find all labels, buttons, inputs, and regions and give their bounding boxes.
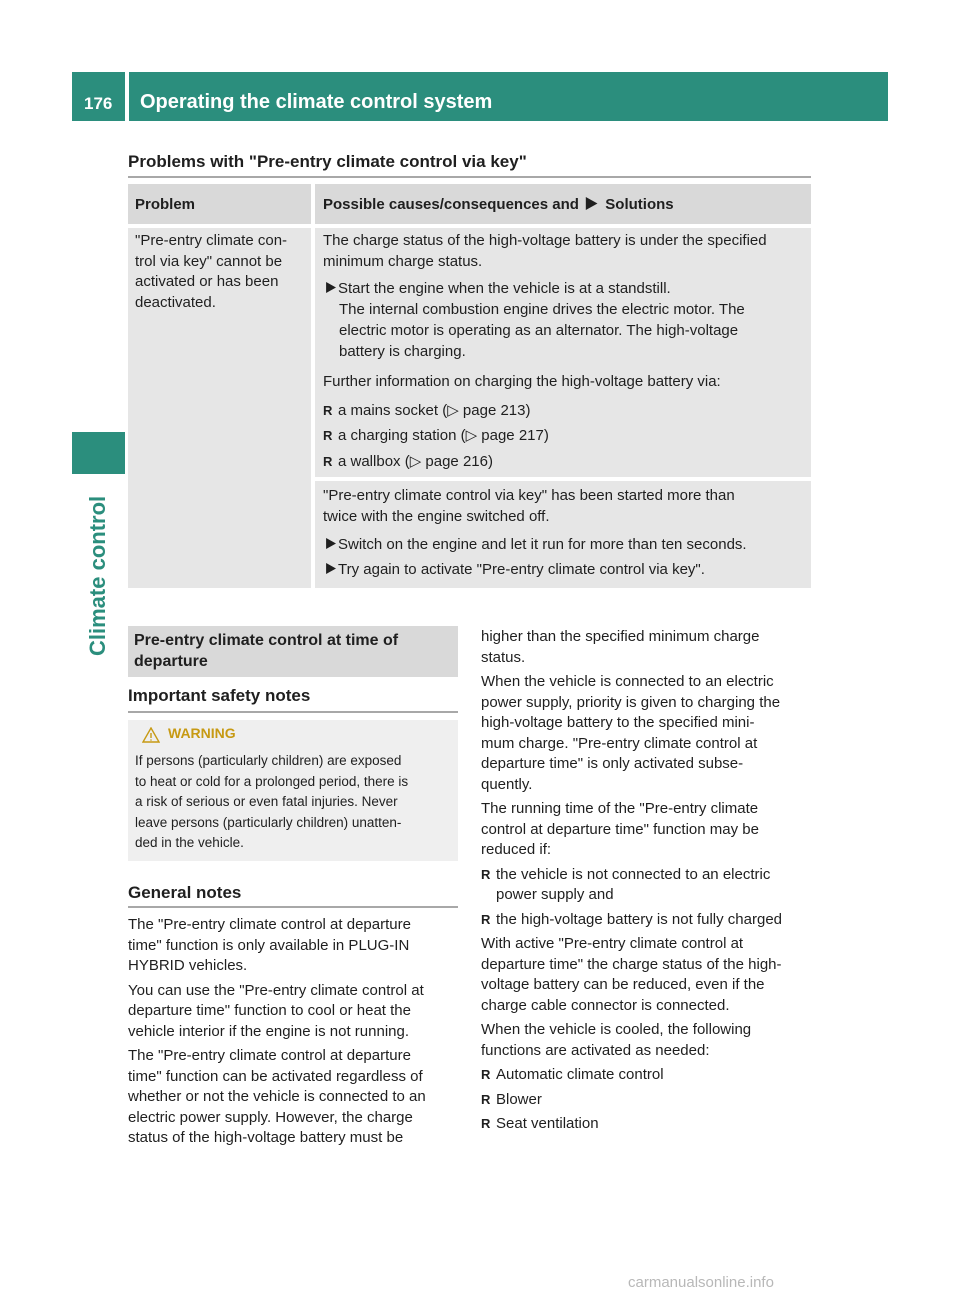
solution-step: Switch on the engine and let it run for more than ten seconds. [323, 535, 747, 556]
page-reference-icon: ▷ [465, 427, 482, 444]
solution-text: electric motor is operating as an alternator. The high-voltage [339, 322, 739, 339]
list-item: R a wallbox (▷ page 216) [323, 452, 493, 473]
solution-text: twice with the engine switched off. [323, 508, 550, 525]
bullet-icon: R [481, 1116, 491, 1131]
solution-text: Further information on charging the high-voltage battery via: [323, 373, 721, 390]
general-notes-title: General notes [128, 883, 242, 902]
watermark: carmanualsonline.info [628, 1274, 774, 1291]
bullet-icon: R [481, 1091, 491, 1107]
solution-text: minimum charge status. [323, 253, 483, 270]
list-item: R Blower [481, 1090, 782, 1111]
general-notes-text: The "Pre-entry climate control at departure time" function is only available in PLUG-IN HYBRID vehicles. You can use the "Pre-entry climate control at departure time" function to cool or heat the vehicle interior if the engine is not running. The "Pre-entry climate control at departure time" function can be activated regardless of whether or not the vehicle is connected to an electric power supply. However, the charge status of the high-voltage battery must be [128, 916, 426, 1146]
list-item: R the high-voltage battery is not fully charged [481, 910, 782, 931]
list-item: R the vehicle is not connected to an electric [481, 865, 782, 886]
problem-description: "Pre-entry climate con- trol via key" cannot be activated or has been deactivated. [135, 232, 288, 311]
right-arrow-icon [323, 282, 338, 293]
warning-text: If persons (particularly children) are exposed to heat or cold for a prolonged period, there is a risk of serious or even fatal injuries. Never leave persons (particularly children) unatten- ded in the vehicle. [135, 753, 409, 850]
right-arrow-icon [323, 538, 338, 549]
sidebar-label: Climate control [85, 495, 110, 656]
section-divider [128, 176, 811, 178]
list-item: R a charging station (▷ page 217) [323, 426, 549, 447]
list-item: R Automatic climate control [481, 1065, 782, 1086]
solution-step: Start the engine when the vehicle is at a standstill. [323, 279, 671, 300]
warning-triangle-icon [142, 727, 160, 743]
safety-notes-title: Important safety notes [128, 686, 311, 705]
bullet-icon: R [323, 403, 333, 418]
list-item: R a mains socket (▷ page 213) [323, 401, 530, 422]
column-header-solutions: Possible causes/consequences and Solutions [323, 196, 674, 213]
right-arrow-icon [323, 563, 338, 574]
right-arrow-icon [584, 197, 598, 210]
bullet-icon: R [323, 454, 333, 469]
bullet-icon: R [481, 866, 491, 882]
bullet-icon: R [481, 911, 491, 927]
page-reference-icon: ▷ [409, 453, 426, 470]
page-reference-icon: ▷ [447, 402, 463, 419]
section-divider [128, 906, 458, 908]
sidebar-marker [72, 432, 125, 474]
section-heading: Pre-entry climate control at time of departure [134, 632, 399, 670]
page-number: 176 [84, 94, 113, 113]
bullet-icon: R [323, 428, 333, 443]
problems-section-title: Problems with "Pre-entry climate control via key" [128, 152, 527, 171]
warning-label: WARNING [168, 725, 236, 741]
solution-text: The charge status of the high-voltage battery is under the specified [323, 232, 767, 249]
right-column-text: higher than the specified minimum charge status. When the vehicle is connected to an electric power supply, priority is given to charging the high-voltage battery to the specified mini- mum charge. "Pre-entry climate control at departure time" is only activated subse- quently. The running time of the "Pre-entry climate control at departure time" function may be reduced if: R the vehicle is not connected to an electric power supply and R the high-voltage battery is not fully charged With active "Pre-entry climate control at departure time" the charge status of the high- voltage battery can be reduced, even if the charge cable connector is connected. When the vehicle is cooled, the following functions are activated as needed: R Automatic climate control R Blower R Seat ventilation [481, 627, 782, 1135]
list-item: R Seat ventilation [481, 1114, 782, 1135]
bullet-icon: R [481, 1067, 491, 1082]
solution-text: "Pre-entry climate control via key" has been started more than [323, 487, 735, 504]
section-divider [128, 711, 458, 713]
solution-text: The internal combustion engine drives the electric motor. The [339, 301, 745, 318]
solution-step: Try again to activate "Pre-entry climate control via key". [323, 560, 705, 581]
column-header-problem: Problem [135, 196, 196, 213]
solution-text: battery is charging. [339, 343, 466, 360]
page-title: Operating the climate control system [140, 91, 493, 113]
